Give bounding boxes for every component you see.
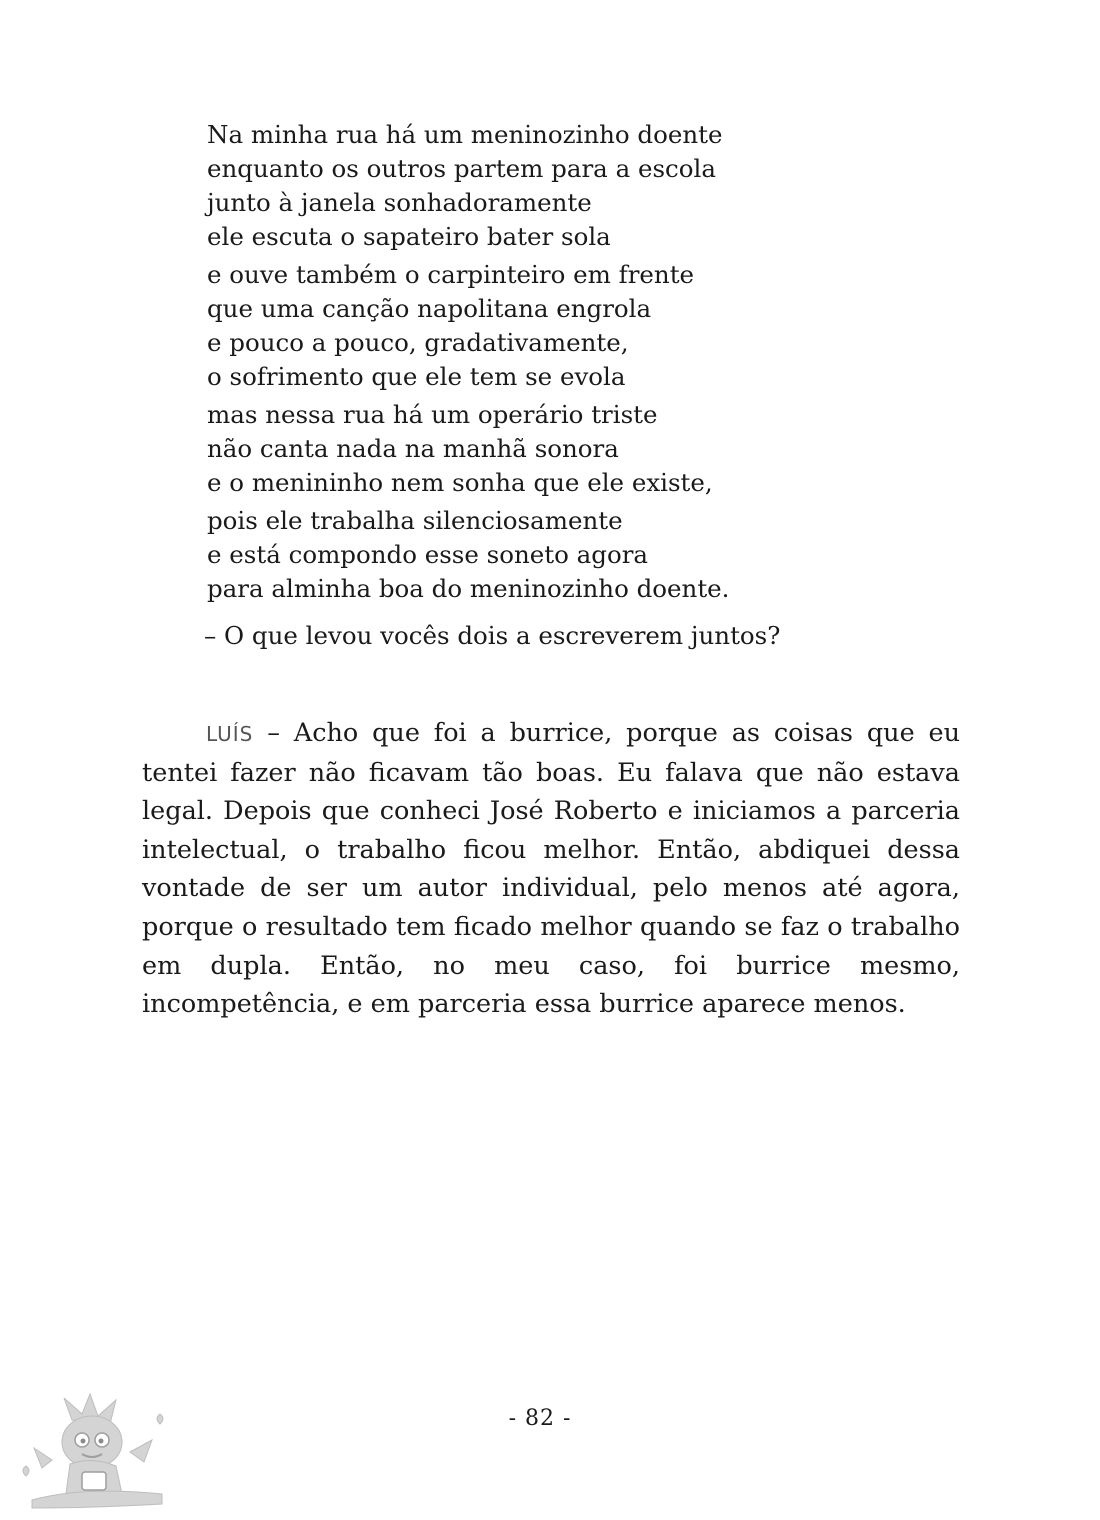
poem-line: que uma canção napolitana engrola [207,294,652,323]
poem-line: Na minha rua há um meninozinho doente [207,120,723,149]
poem-stanza-1 [207,118,927,254]
poem-line: o sofrimento que ele tem se evola [207,362,626,391]
cartoon-mascot-icon [12,1390,172,1510]
page-number: - 82 - [508,1406,572,1431]
poem-stanza-2 [207,258,927,394]
poem-line: e o menininho nem sonha que ele existe, [207,468,713,497]
poem-line: e ouve também o carpinteiro em frente [207,260,695,289]
answer-text: – Acho que foi a burrice, porque as coisas que eu tentei fazer não ficavam tão boas. Eu falava que não estava legal. Depois que conheci José Roberto e iniciamos a parceria intelectual, o trabalho ficou melhor. Então, abdiquei dessa vontade de ser um autor individual, pelo menos até agora, porque o resultado tem ficado melhor quando se faz o trabalho em dupla. Então, no meu caso, foi burrice mesmo, incompetência, e em parceria essa burrice aparece menos. [142,718,960,1020]
poem-line: enquanto os outros partem para a escola [207,154,716,183]
poem-line: pois ele trabalha silenciosamente [207,506,623,535]
poem-line: e está compondo esse soneto agora [207,540,649,569]
poem [207,118,927,610]
poem-line: junto à janela sonhadoramente [207,188,592,217]
poem-line: para alminha boa do meninozinho doente. [207,574,730,603]
poem-stanza-4 [207,504,927,606]
poem-line: e pouco a pouco, gradativamente, [207,328,629,357]
interview-question: – O que levou vocês dois a escreverem juntos? [204,621,781,650]
poem-line: não canta nada na manhã sonora [207,434,619,463]
poem-stanza-3 [207,398,927,500]
interview-answer [142,714,960,1024]
poem-line: mas nessa rua há um operário triste [207,400,658,429]
speaker-name: LUÍS [206,722,254,746]
poem-line: ele escuta o sapateiro bater sola [207,222,611,251]
